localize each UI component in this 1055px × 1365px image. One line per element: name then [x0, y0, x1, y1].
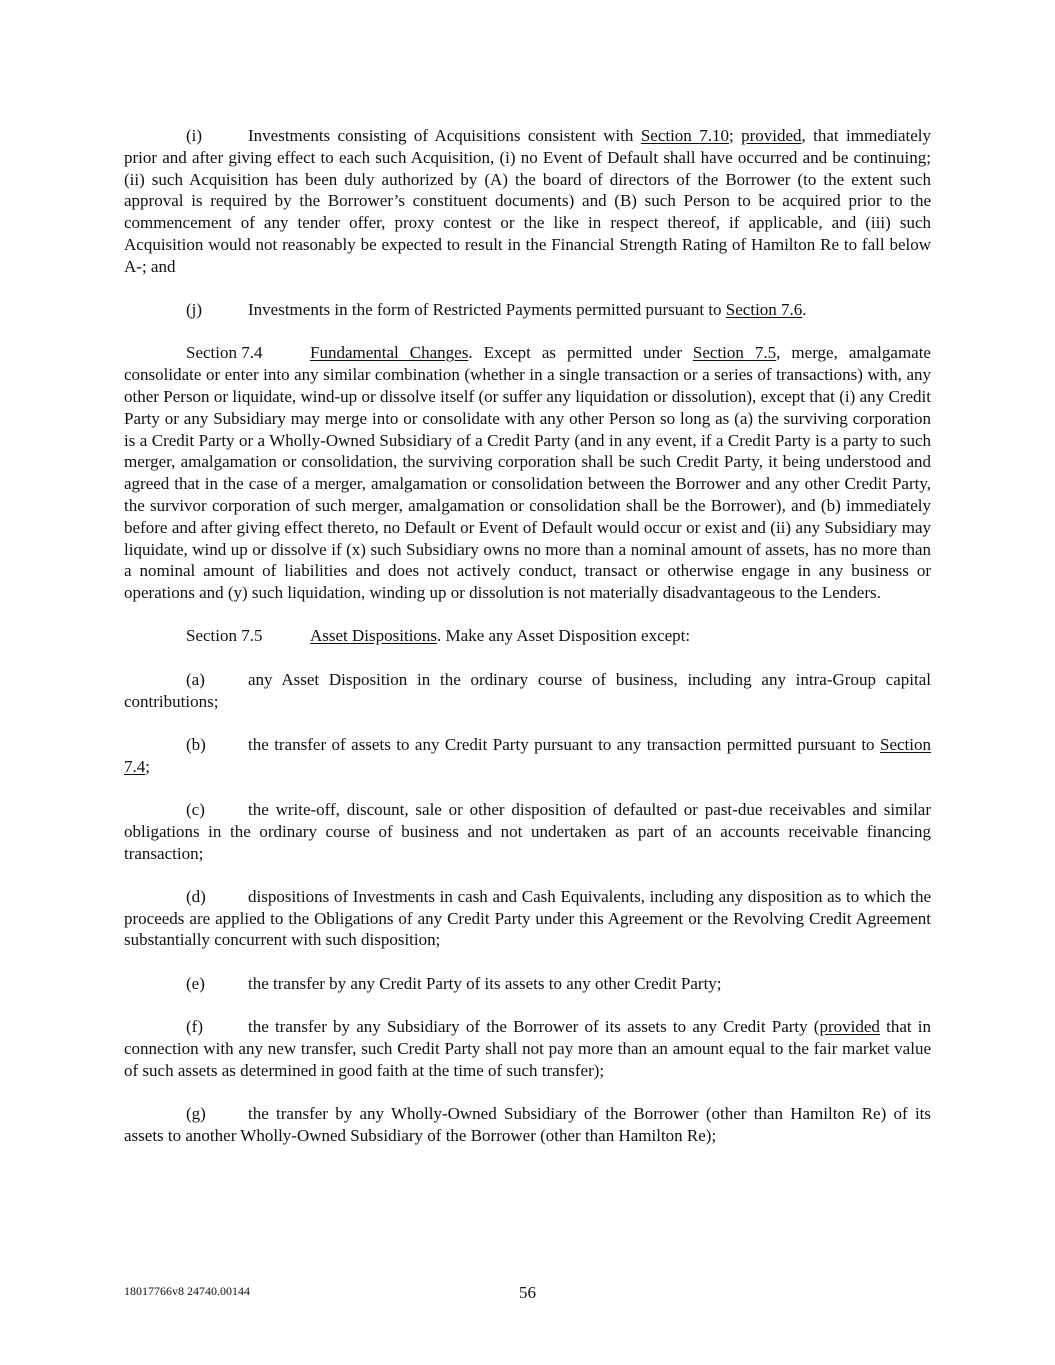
paragraph-text: .	[802, 300, 807, 320]
paragraph-text: dispositions of Investments in cash and Cash Equivalents, including any disposition as to which the proceeds are applied to the Obligations of any Credit Party under this Agreement or the Revolving Credit Agreement substantially concurrent with such disposition;	[124, 886, 931, 950]
paragraph-label: (f)	[186, 1017, 203, 1036]
cross-reference-link: Section 7.10	[640, 126, 729, 145]
paragraph	[124, 734, 931, 778]
paragraph-text: the transfer by any Subsidiary of the Borrower of its assets to any Credit Party (	[248, 1017, 820, 1036]
paragraph-text: . Make any Asset Disposition except:	[437, 626, 691, 646]
page-number: 56	[519, 1283, 536, 1302]
paragraph-label: Section 7.4	[186, 343, 263, 363]
paragraph-text: any Asset Disposition in the ordinary course of business, including any intra-Group capital contributions;	[124, 669, 931, 711]
paragraph-text: , merge, amalgamate consolidate or enter into any similar combination (whether in a single transaction or a series of transactions) with, any other Person or liquidate, wind-up or dissolve itself (or suffer any liquidation or dissolution), except that (i) any Credit Party or any Subsidiary may merge into or consolidate with any other Person so long as (a) the surviving corporation is a Credit Party or a Wholly-Owned Subsidiary of a Credit Party (and in any event, if a Credit Party is a party to such merger, amalgamation or consolidation, the surviving corporation shall be such Credit Party, it being understood and agreed that in the case of a merger, amalgamation or consolidation between the Borrower and any other Credit Party, the survivor corporation of such merger, amalgamation or consolidation shall be the Borrower), and (b) immediately before and after giving effect thereto, no Default or Event of Default would occur or exist and (ii) any Subsidiary may liquidate, wind up or dissolve if (x) such Subsidiary owns no more than a nominal amount of assets, has no more than a nominal amount of liabilities and does not actively conduct, transact or otherwise engage in any business or operations and (y) such liquidation, winding up or dissolution is not materially disadvantageous to the Lenders.	[124, 343, 931, 603]
paragraph-text: the transfer of assets to any Credit Party pursuant to any transaction permitted pursuant to	[248, 734, 880, 754]
paragraph	[124, 799, 931, 864]
paragraph	[124, 1016, 931, 1081]
paragraph	[124, 625, 931, 647]
paragraph-text: that in connection with any new transfer, such Credit Party shall not pay more than an amount equal to the fair market value of such assets as determined in good faith at the time of such transfer);	[124, 1017, 932, 1080]
paragraph-label: (b)	[186, 734, 206, 754]
paragraph-text: Investments consisting of Acquisitions consistent with	[248, 126, 641, 145]
cross-reference-link: provided	[741, 126, 802, 145]
paragraph-label: (c)	[186, 799, 205, 819]
paragraph	[124, 342, 931, 604]
paragraph-label: (g)	[186, 1103, 206, 1123]
paragraph	[124, 669, 931, 713]
paragraph-label: (e)	[186, 973, 205, 993]
cross-reference-link: Section 7.5	[692, 343, 777, 363]
document-body	[124, 125, 931, 1168]
paragraph-text: Investments in the form of Restricted Payments permitted pursuant to	[248, 300, 726, 320]
paragraph-text: the transfer by any Wholly-Owned Subsidiary of the Borrower (other than Hamilton Re) of its assets to another Wholly-Owned Subsidiary of the Borrower (other than Hamilton Re);	[124, 1103, 931, 1145]
paragraph	[124, 973, 931, 995]
paragraph-label: (j)	[186, 300, 203, 320]
document-id: 18017766v8 24740.00144	[124, 1284, 250, 1298]
paragraph-text: ;	[728, 126, 742, 145]
cross-reference-link: Fundamental Changes	[310, 343, 469, 363]
cross-reference-link: provided	[819, 1017, 880, 1036]
paragraph-label: Section 7.5	[186, 626, 263, 646]
cross-reference-link: Section 7.4	[124, 734, 931, 776]
paragraph-label: (d)	[186, 886, 206, 906]
paragraph-text: , that immediately prior and after giving effect to each such Acquisition, (i) no Event of Default shall have occurred and be continuing; (ii) such Acquisition has been duly authorized by (A) the board of directors of the Borrower (to the extent such approval is required by the Borrower’s constituent documents) and (B) such Person to be acquired prior to the commencement of any tender offer, proxy contest or the like in respect thereof, if applicable, and (iii) such Acquisition would not reasonably be expected to result in the Financial Strength Rating of Hamilton Re to fall below A-; and	[124, 126, 932, 276]
cross-reference-link: Section 7.6	[725, 300, 803, 320]
paragraph	[124, 886, 931, 951]
paragraph-label: (i)	[186, 126, 203, 145]
paragraph-text: . Except as permitted under	[468, 343, 693, 363]
cross-reference-link: Asset Dispositions	[310, 626, 438, 646]
paragraph	[124, 1103, 931, 1147]
paragraph	[124, 299, 931, 321]
paragraph	[124, 125, 931, 278]
paragraph-text: the transfer by any Credit Party of its assets to any other Credit Party;	[248, 973, 722, 993]
paragraph-text: the write-off, discount, sale or other disposition of defaulted or past-due receivables and similar obligations in the ordinary course of business and not undertaken as part of an accounts receivable financing transaction;	[124, 799, 931, 863]
paragraph-text: ;	[145, 756, 150, 776]
paragraph-label: (a)	[186, 669, 205, 689]
